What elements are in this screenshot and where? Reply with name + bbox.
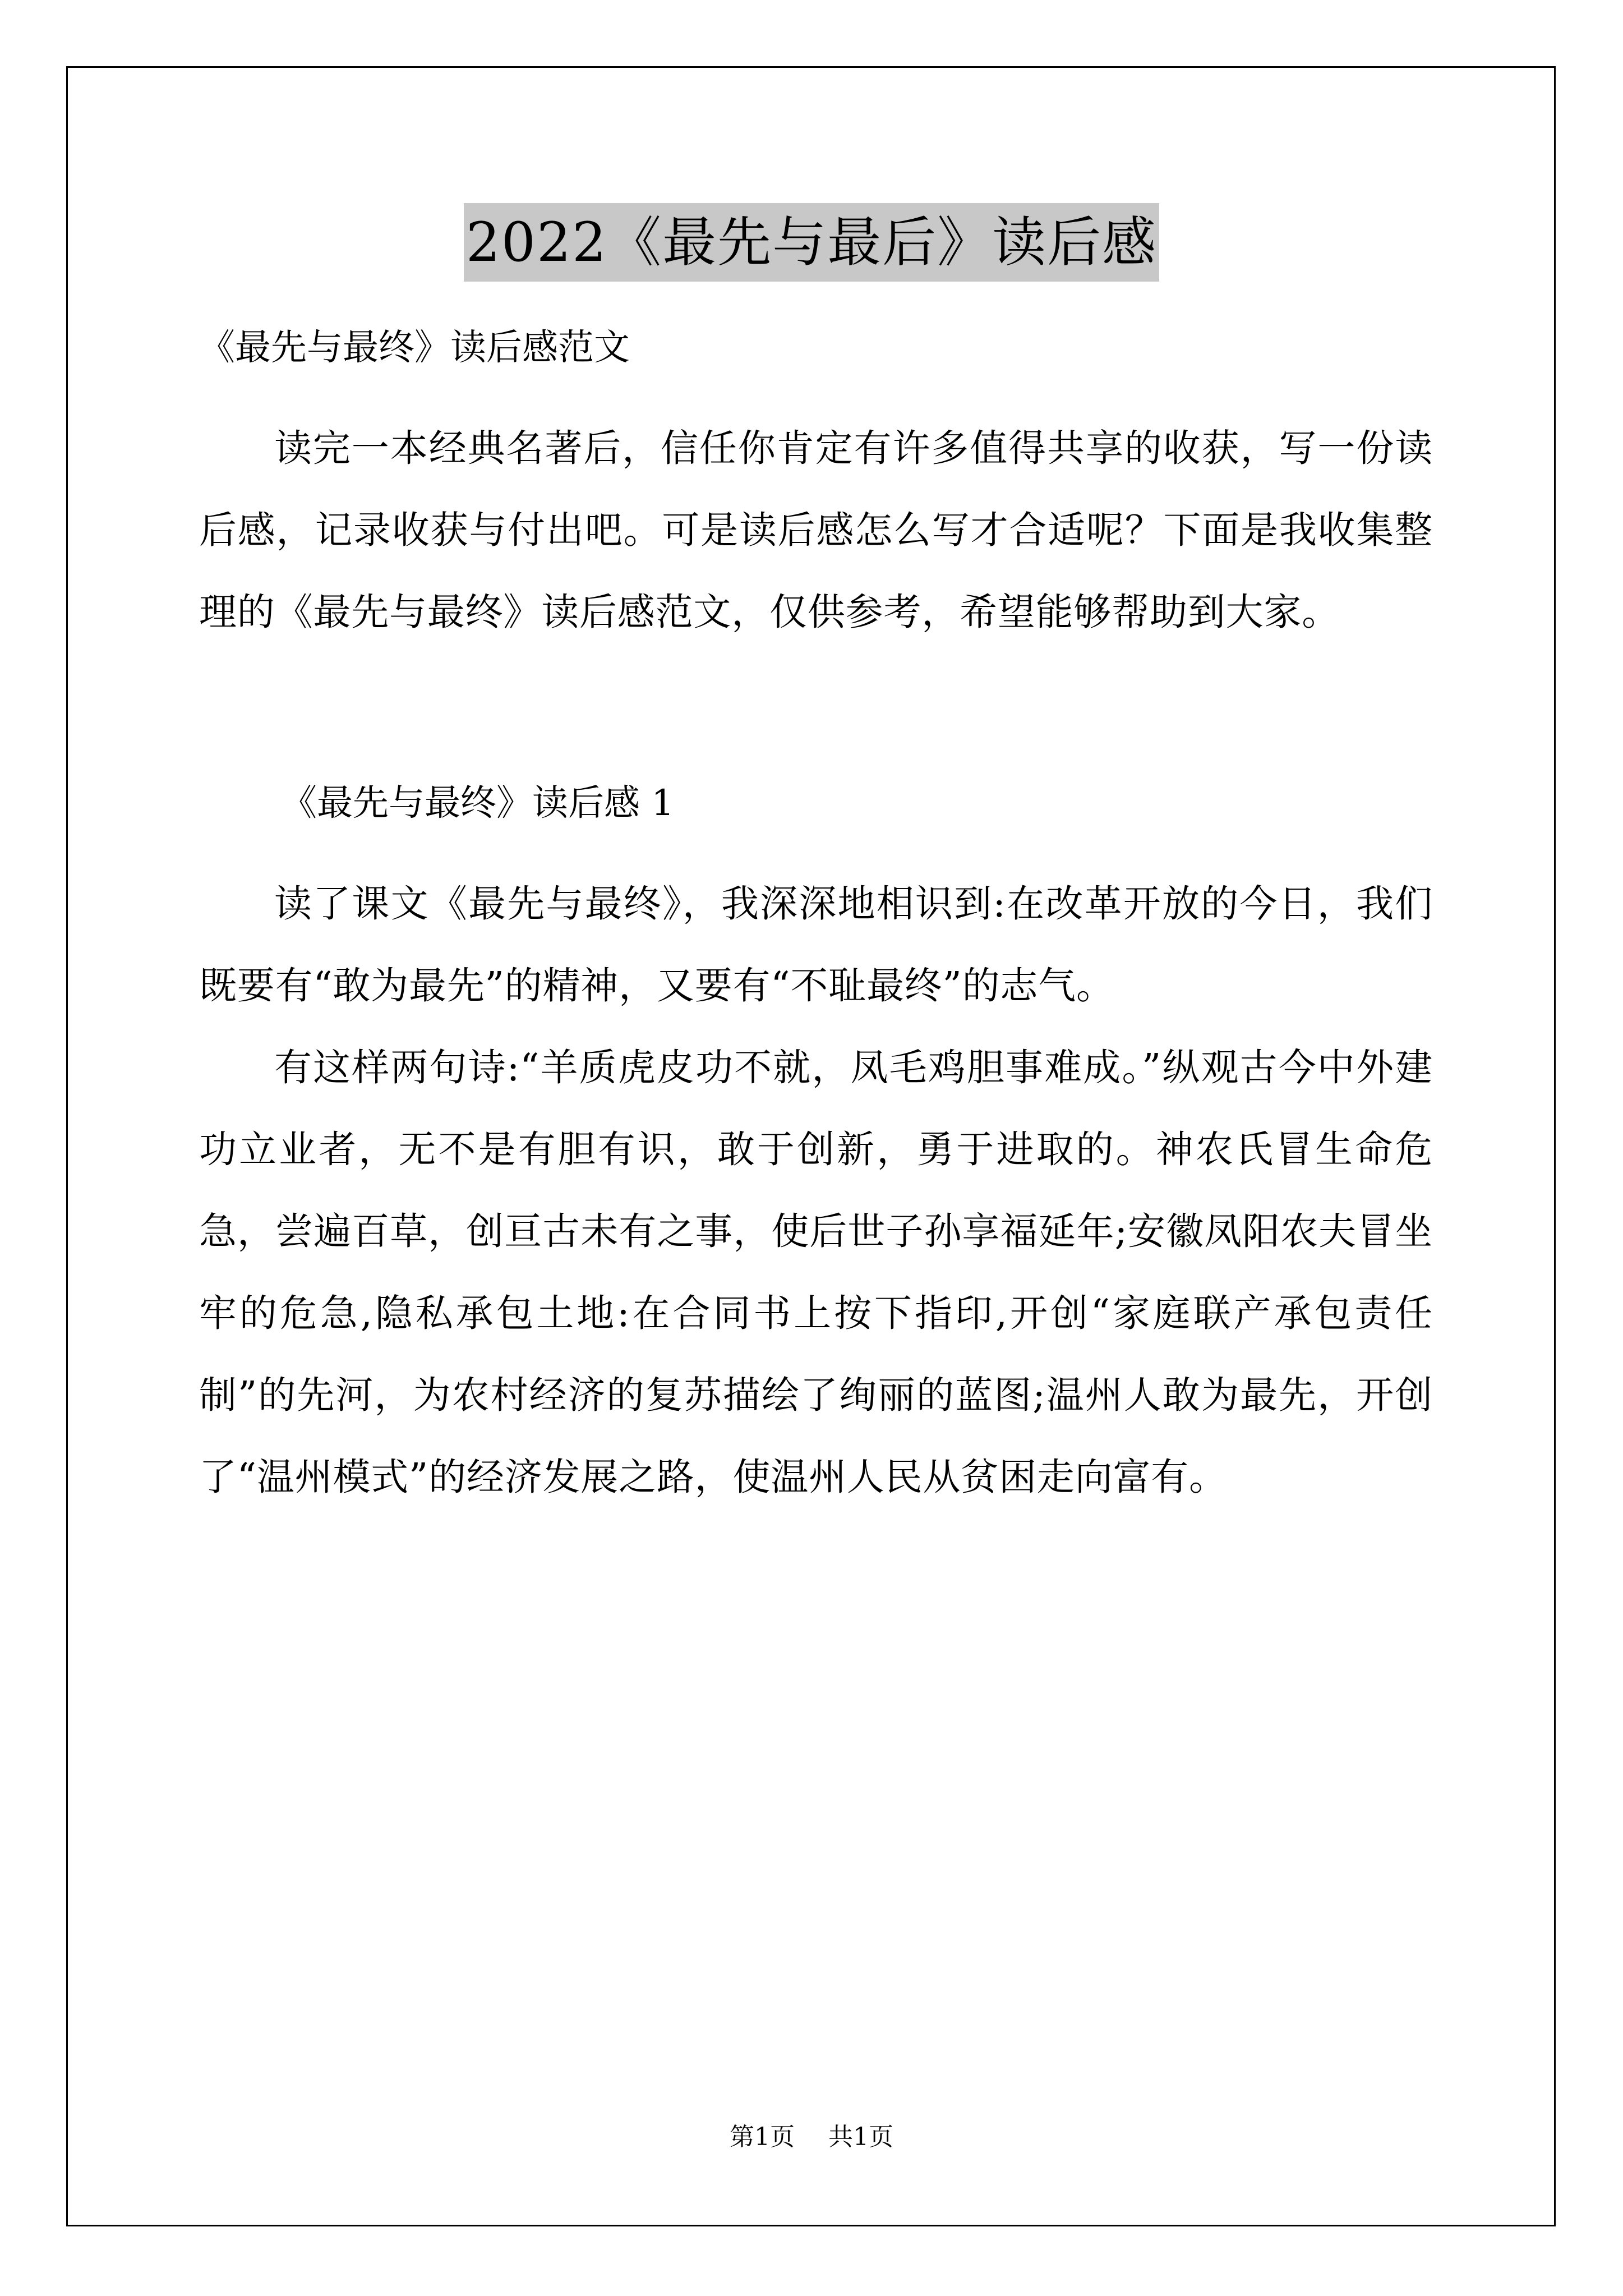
page-number-total: 共1页	[828, 2123, 893, 2151]
body-paragraph-2	[199, 1027, 1433, 1518]
document-body	[199, 325, 1433, 1518]
section-heading: 《最先与最终》读后感 1	[281, 783, 675, 824]
document-subtitle: 《最先与最终》读后感范文	[199, 327, 630, 369]
intro-text: 读完一本经典名著后，信任你肯定有许多值得共享的收获，写一份读后感，记录收获与付出吧。可是读后感怎么写才合适呢？下面是我收集整理的《最先与最终》读后感范文，仅供参考，希望能够帮助到大家。	[199, 426, 1433, 634]
body-paragraph-1-text: 读了课文《最先与最终》，我深深地相识到:在改革开放的今日，我们既要有“敢为最先”的精神，又要有“不耻最终”的志气。	[199, 882, 1433, 1007]
body-paragraph-1	[199, 863, 1433, 1027]
body-paragraph-2-text: 有这样两句诗:“羊质虎皮功不就，凤毛鸡胆事难成。”纵观古今中外建功立业者，无不是有胆有识，敢于创新，勇于进取的。神农氏冒生命危急，尝遍百草，创亘古未有之事，使后世子孙享福延年;安徽凤阳农夫冒坐牢的危急,隐私承包土地:在合同书上按下指印,开创“家庭联产承包责任制”的先河，为农村经济的复苏描绘了绚丽的蓝图;温州人敢为最先，开创了“温州模式”的经济发展之路，使温州人民从贫困走向富有。	[199, 1046, 1433, 1499]
page-footer	[0, 2120, 1623, 2154]
document-title: 2022《最先与最后》读后感	[464, 203, 1159, 282]
intro-paragraph	[199, 407, 1433, 653]
page-number-current: 第1页	[730, 2123, 795, 2151]
title-container	[0, 203, 1623, 282]
